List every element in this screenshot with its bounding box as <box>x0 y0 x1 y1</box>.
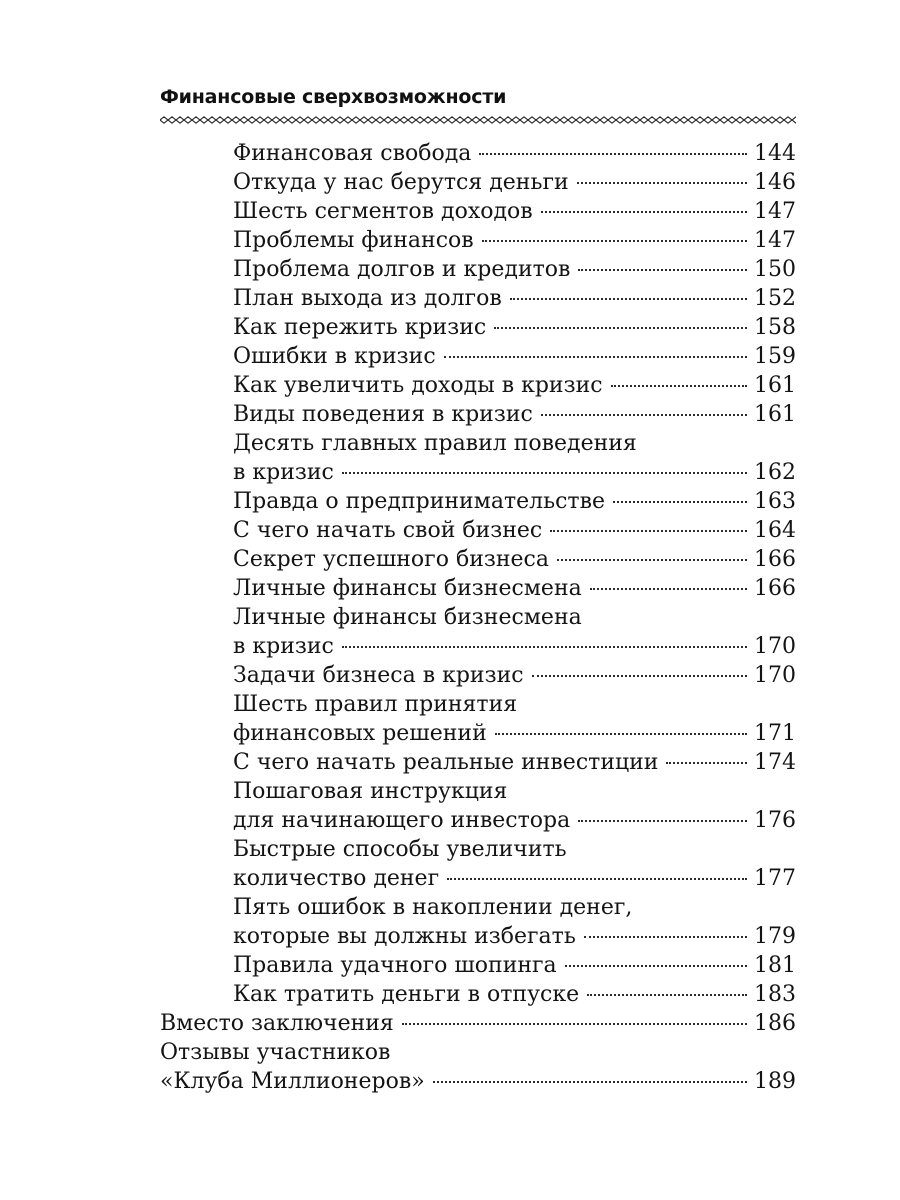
toc-page-number: 158 <box>754 315 796 340</box>
toc-line <box>233 922 796 951</box>
dot-leader <box>666 762 747 764</box>
toc-entry-title: Проблемы финансов <box>233 228 474 253</box>
dot-leader <box>587 994 747 996</box>
toc-entry-title: Проблема долгов и кредитов <box>233 257 571 282</box>
toc-line <box>233 458 796 487</box>
toc-entry[interactable] <box>160 429 796 487</box>
toc-line <box>233 226 796 255</box>
toc-entry[interactable] <box>160 1009 796 1038</box>
toc-entry[interactable] <box>160 168 796 197</box>
dot-leader <box>541 211 747 213</box>
toc-entry-title: которые вы должны избегать <box>233 924 576 949</box>
toc-page-number: 170 <box>754 634 796 659</box>
toc-entry-title: Десять главных правил поведения <box>233 431 637 456</box>
toc-entry-title: Шесть правил принятия <box>233 692 518 717</box>
toc-page-number: 170 <box>754 663 796 688</box>
toc-page-number: 174 <box>754 750 796 775</box>
toc-line <box>233 719 796 748</box>
dot-leader <box>342 646 747 648</box>
toc-entry-title: Вместо заключения <box>160 1011 394 1036</box>
toc-line <box>233 777 796 806</box>
dot-leader <box>494 327 747 329</box>
toc-entry[interactable] <box>160 197 796 226</box>
table-of-contents <box>160 139 796 1096</box>
toc-entry[interactable] <box>160 400 796 429</box>
toc-entry[interactable] <box>160 951 796 980</box>
toc-line <box>233 835 796 864</box>
dot-leader <box>433 1081 747 1083</box>
toc-entry-title: Откуда у нас берутся деньги <box>233 170 569 195</box>
toc-entry[interactable] <box>160 980 796 1009</box>
toc-page-number: 189 <box>754 1069 796 1094</box>
decorative-rule <box>160 115 796 125</box>
dot-leader <box>550 530 747 532</box>
toc-entry-title: С чего начать реальные инвестиции <box>233 750 659 775</box>
toc-entry-title: для начинающего инвестора <box>233 808 571 833</box>
dot-leader <box>342 472 747 474</box>
toc-entry-title: Шесть сегментов доходов <box>233 199 533 224</box>
toc-page-number: 161 <box>754 373 796 398</box>
toc-line <box>160 1009 796 1038</box>
toc-page-number: 179 <box>754 924 796 949</box>
toc-entry-title: Ошибки в кризис <box>233 344 436 369</box>
toc-line <box>160 1067 796 1096</box>
toc-entry-title: Как тратить деньги в отпуске <box>233 982 580 1007</box>
toc-entry-title: Личные финансы бизнесмена <box>233 605 582 630</box>
toc-line <box>233 806 796 835</box>
dot-leader <box>611 385 747 387</box>
toc-line <box>233 487 796 516</box>
toc-page-number: 166 <box>754 576 796 601</box>
toc-entry-title: Секрет успешного бизнеса <box>233 547 549 572</box>
toc-page-number: 159 <box>754 344 796 369</box>
toc-page-number: 147 <box>754 228 796 253</box>
toc-line <box>233 545 796 574</box>
dot-leader <box>557 559 747 561</box>
toc-page-number: 181 <box>754 953 796 978</box>
dot-leader <box>565 965 747 967</box>
dot-leader <box>541 414 747 416</box>
toc-page-number: 166 <box>754 547 796 572</box>
toc-line <box>233 690 796 719</box>
toc-page-number: 163 <box>754 489 796 514</box>
toc-entry[interactable] <box>160 1038 796 1096</box>
toc-page-number: 147 <box>754 199 796 224</box>
toc-entry-title: Пять ошибок в накоплении денег, <box>233 895 633 920</box>
toc-entry-title: План выхода из долгов <box>233 286 502 311</box>
toc-entry[interactable] <box>160 893 796 951</box>
toc-page-number: 183 <box>754 982 796 1007</box>
toc-line <box>233 400 796 429</box>
toc-entry[interactable] <box>160 342 796 371</box>
toc-entry-title: Личные финансы бизнесмена <box>233 576 582 601</box>
toc-entry[interactable] <box>160 226 796 255</box>
dot-leader <box>444 356 747 358</box>
toc-page-number: 177 <box>754 866 796 891</box>
toc-entry[interactable] <box>160 487 796 516</box>
toc-page-number: 186 <box>754 1011 796 1036</box>
toc-entry[interactable] <box>160 516 796 545</box>
dot-leader <box>479 153 747 155</box>
toc-line <box>233 603 796 632</box>
toc-page-number: 176 <box>754 808 796 833</box>
toc-line <box>233 748 796 777</box>
toc-page-number: 161 <box>754 402 796 427</box>
toc-entry-title: Финансовая свобода <box>233 141 472 166</box>
toc-line <box>233 893 796 922</box>
toc-page-number: 164 <box>754 518 796 543</box>
toc-line <box>233 574 796 603</box>
toc-entry[interactable] <box>160 313 796 342</box>
dot-leader <box>613 501 747 503</box>
toc-page-number: 150 <box>754 257 796 282</box>
toc-page-number: 162 <box>754 460 796 485</box>
dot-leader <box>510 298 747 300</box>
toc-line <box>233 255 796 284</box>
toc-page-number: 146 <box>754 170 796 195</box>
toc-entry-title: Быстрые способы увеличить <box>233 837 567 862</box>
toc-entry[interactable] <box>160 835 796 893</box>
toc-entry[interactable] <box>160 748 796 777</box>
toc-line <box>233 429 796 458</box>
toc-entry-title: Пошаговая инструкция <box>233 779 508 804</box>
dot-leader <box>447 878 747 880</box>
toc-entry[interactable] <box>160 690 796 748</box>
toc-entry[interactable] <box>160 371 796 400</box>
toc-entry-title: Виды поведения в кризис <box>233 402 533 427</box>
toc-line <box>233 980 796 1009</box>
toc-entry[interactable] <box>160 574 796 603</box>
toc-entry-title: Правила удачного шопинга <box>233 953 557 978</box>
toc-entry[interactable] <box>160 603 796 661</box>
dot-leader <box>590 588 747 590</box>
toc-entry-title: количество денег <box>233 866 440 891</box>
dot-leader <box>402 1023 747 1025</box>
toc-line <box>233 371 796 400</box>
toc-entry-title: Как увеличить доходы в кризис <box>233 373 603 398</box>
toc-line <box>233 864 796 893</box>
toc-line <box>233 313 796 342</box>
toc-entry-title: Правда о предпринимательстве <box>233 489 605 514</box>
toc-entry-title: в кризис <box>233 460 334 485</box>
toc-line <box>233 197 796 226</box>
toc-entry-title: Как пережить кризис <box>233 315 487 340</box>
toc-entry-title: Задачи бизнеса в кризис <box>233 663 524 688</box>
toc-line <box>160 1038 796 1067</box>
toc-line <box>233 661 796 690</box>
dot-leader <box>577 182 747 184</box>
dot-leader <box>584 936 747 938</box>
toc-entry-title: финансовых решений <box>233 721 487 746</box>
toc-page-number: 152 <box>754 286 796 311</box>
toc-page-number: 144 <box>754 141 796 166</box>
toc-entry-title: «Клуба Миллионеров» <box>160 1069 425 1094</box>
dot-leader <box>578 269 747 271</box>
dot-leader <box>495 733 747 735</box>
toc-entry-title: С чего начать свой бизнес <box>233 518 543 543</box>
toc-entry[interactable] <box>160 545 796 574</box>
toc-entry[interactable] <box>160 777 796 835</box>
toc-entry[interactable] <box>160 139 796 168</box>
toc-entry[interactable] <box>160 284 796 313</box>
toc-entry[interactable] <box>160 661 796 690</box>
toc-entry-title: Отзывы участников <box>160 1040 391 1065</box>
toc-line <box>233 951 796 980</box>
toc-line <box>233 168 796 197</box>
toc-line <box>233 284 796 313</box>
dot-leader <box>578 820 747 822</box>
toc-line <box>233 516 796 545</box>
toc-page-number: 171 <box>754 721 796 746</box>
dot-leader <box>532 675 747 677</box>
toc-line <box>233 139 796 168</box>
dot-leader <box>482 240 747 242</box>
toc-entry-title: в кризис <box>233 634 334 659</box>
toc-entry[interactable] <box>160 255 796 284</box>
running-head: Финансовые сверхвозможности <box>160 86 507 108</box>
toc-line <box>233 632 796 661</box>
toc-line <box>233 342 796 371</box>
